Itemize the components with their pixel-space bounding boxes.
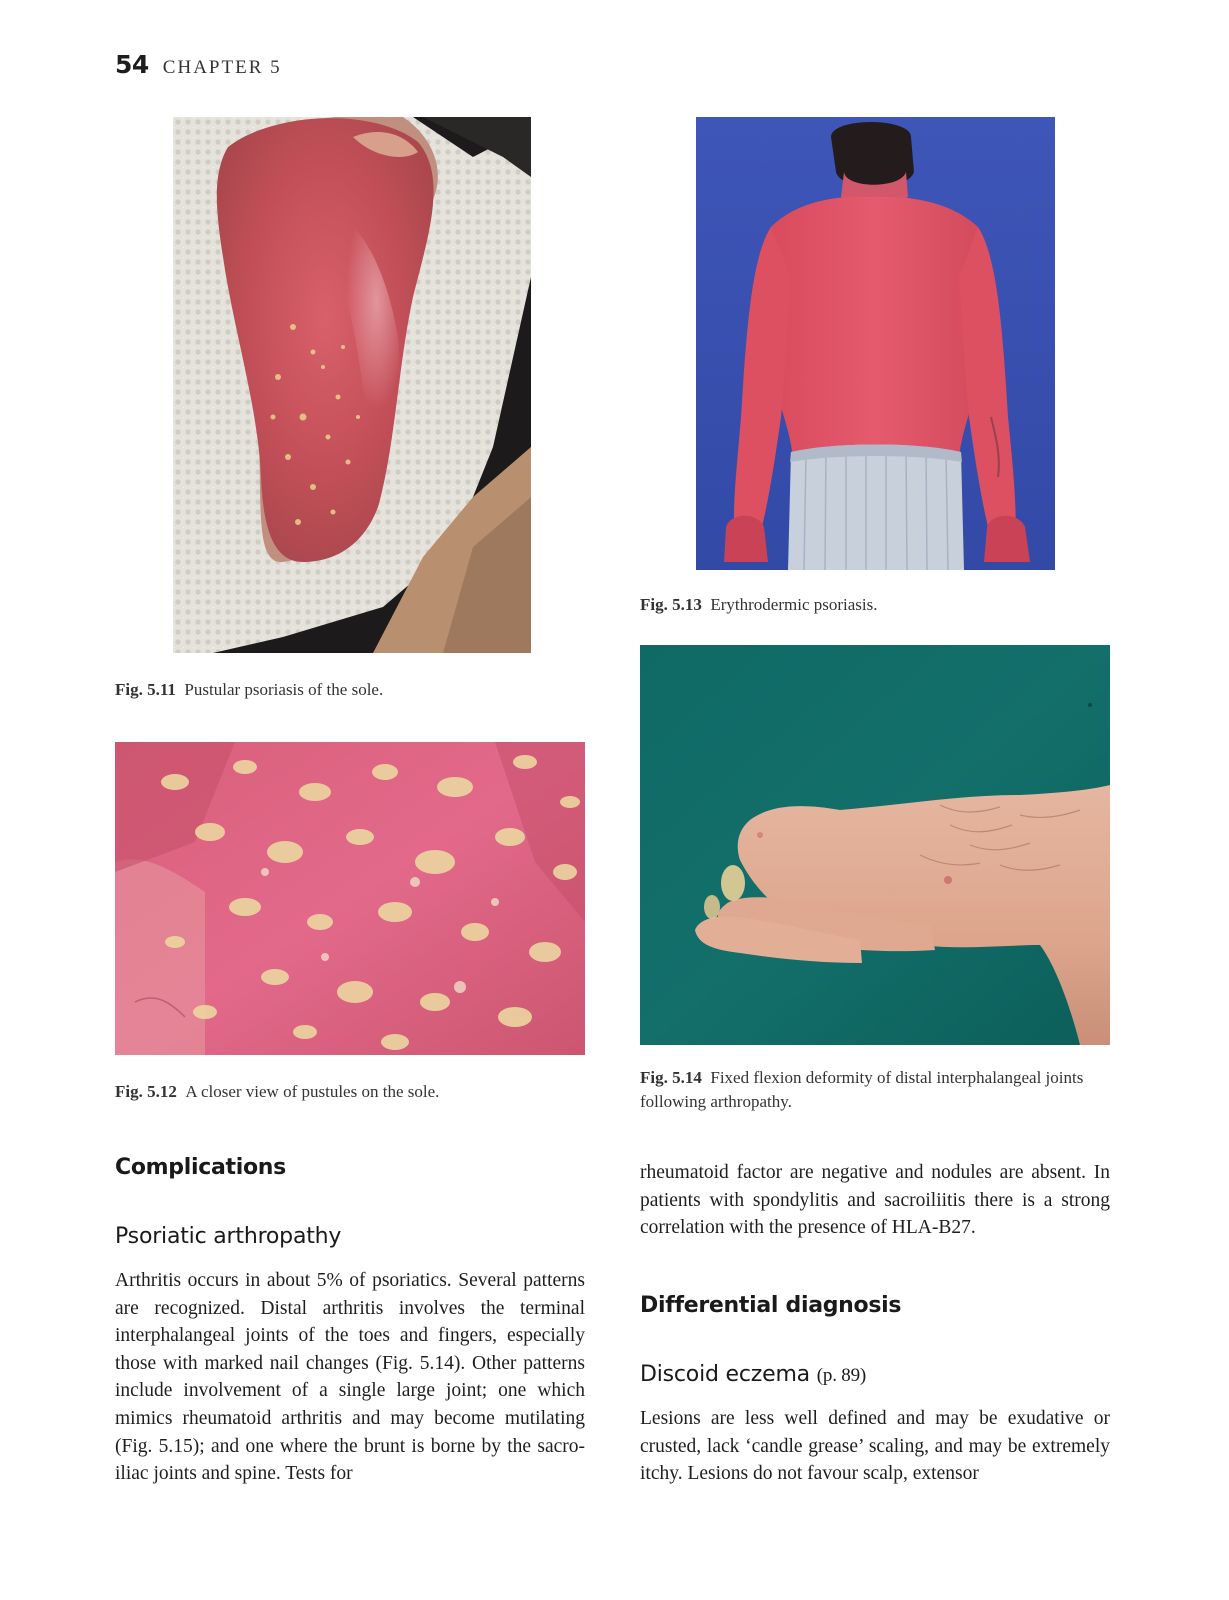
figure-5-13-caption xyxy=(640,593,1100,617)
figure-label: Fig. 5.11 xyxy=(115,680,176,699)
page-number: 54 xyxy=(115,50,149,79)
subheading-discoid-eczema xyxy=(640,1362,866,1387)
running-head xyxy=(115,50,282,79)
subheading-text: Discoid eczema xyxy=(640,1362,810,1387)
figure-caption-text: Erythrodermic psoriasis. xyxy=(710,595,878,614)
subheading-psoriatic-arthropathy: Psoriatic arthropathy xyxy=(115,1224,342,1249)
figure-5-14-caption xyxy=(640,1066,1110,1114)
figure-5-12-caption xyxy=(115,1080,575,1104)
section-heading-differential-diagnosis: Differential diagnosis xyxy=(640,1293,902,1318)
page-reference: (p. 89) xyxy=(816,1365,867,1386)
figure-5-13-photo xyxy=(696,117,1055,570)
figure-5-12-photo xyxy=(115,742,585,1055)
figure-label: Fig. 5.14 xyxy=(640,1068,702,1087)
chapter-title: CHAPTER 5 xyxy=(162,57,282,78)
figure-5-14-photo xyxy=(640,645,1110,1045)
paragraph-arthropathy: Arthritis occurs in about 5% of psoriatics. Several patterns are recognized. Distal arthritis involves the terminal interphalangeal joints of the toes and fingers, especially those with marked nail changes (Fig. 5.14). Other patterns include involvement of a single large joint; one which mimics rheumatoid arthritis and may become mutilating (Fig. 5.15); and one where the brunt is borne by the sacro-iliac joints and spine. Tests for xyxy=(115,1270,585,1485)
section-heading-complications: Complications xyxy=(115,1155,286,1180)
figure-label: Fig. 5.13 xyxy=(640,595,702,614)
figure-caption-text: Fixed flexion deformity of distal interphalangeal joints following arthropathy. xyxy=(640,1068,1084,1111)
figure-label: Fig. 5.12 xyxy=(115,1082,177,1101)
figure-5-11-caption xyxy=(115,678,565,702)
paragraph-continuation: rheumatoid factor are negative and nodules are absent. In patients with spondylitis and sacroiliitis there is a strong correlation with the presence of HLA-B27. xyxy=(640,1162,1110,1239)
paragraph-discoid-eczema: Lesions are less well defined and may be exudative or crusted, lack ‘candle grease’ scaling, and may be extremely itchy. Lesions do not favour scalp, extensor xyxy=(640,1408,1110,1485)
figure-caption-text: Pustular psoriasis of the sole. xyxy=(184,680,384,699)
figure-5-11-photo xyxy=(173,117,531,653)
figure-caption-text: A closer view of pustules on the sole. xyxy=(185,1082,440,1101)
